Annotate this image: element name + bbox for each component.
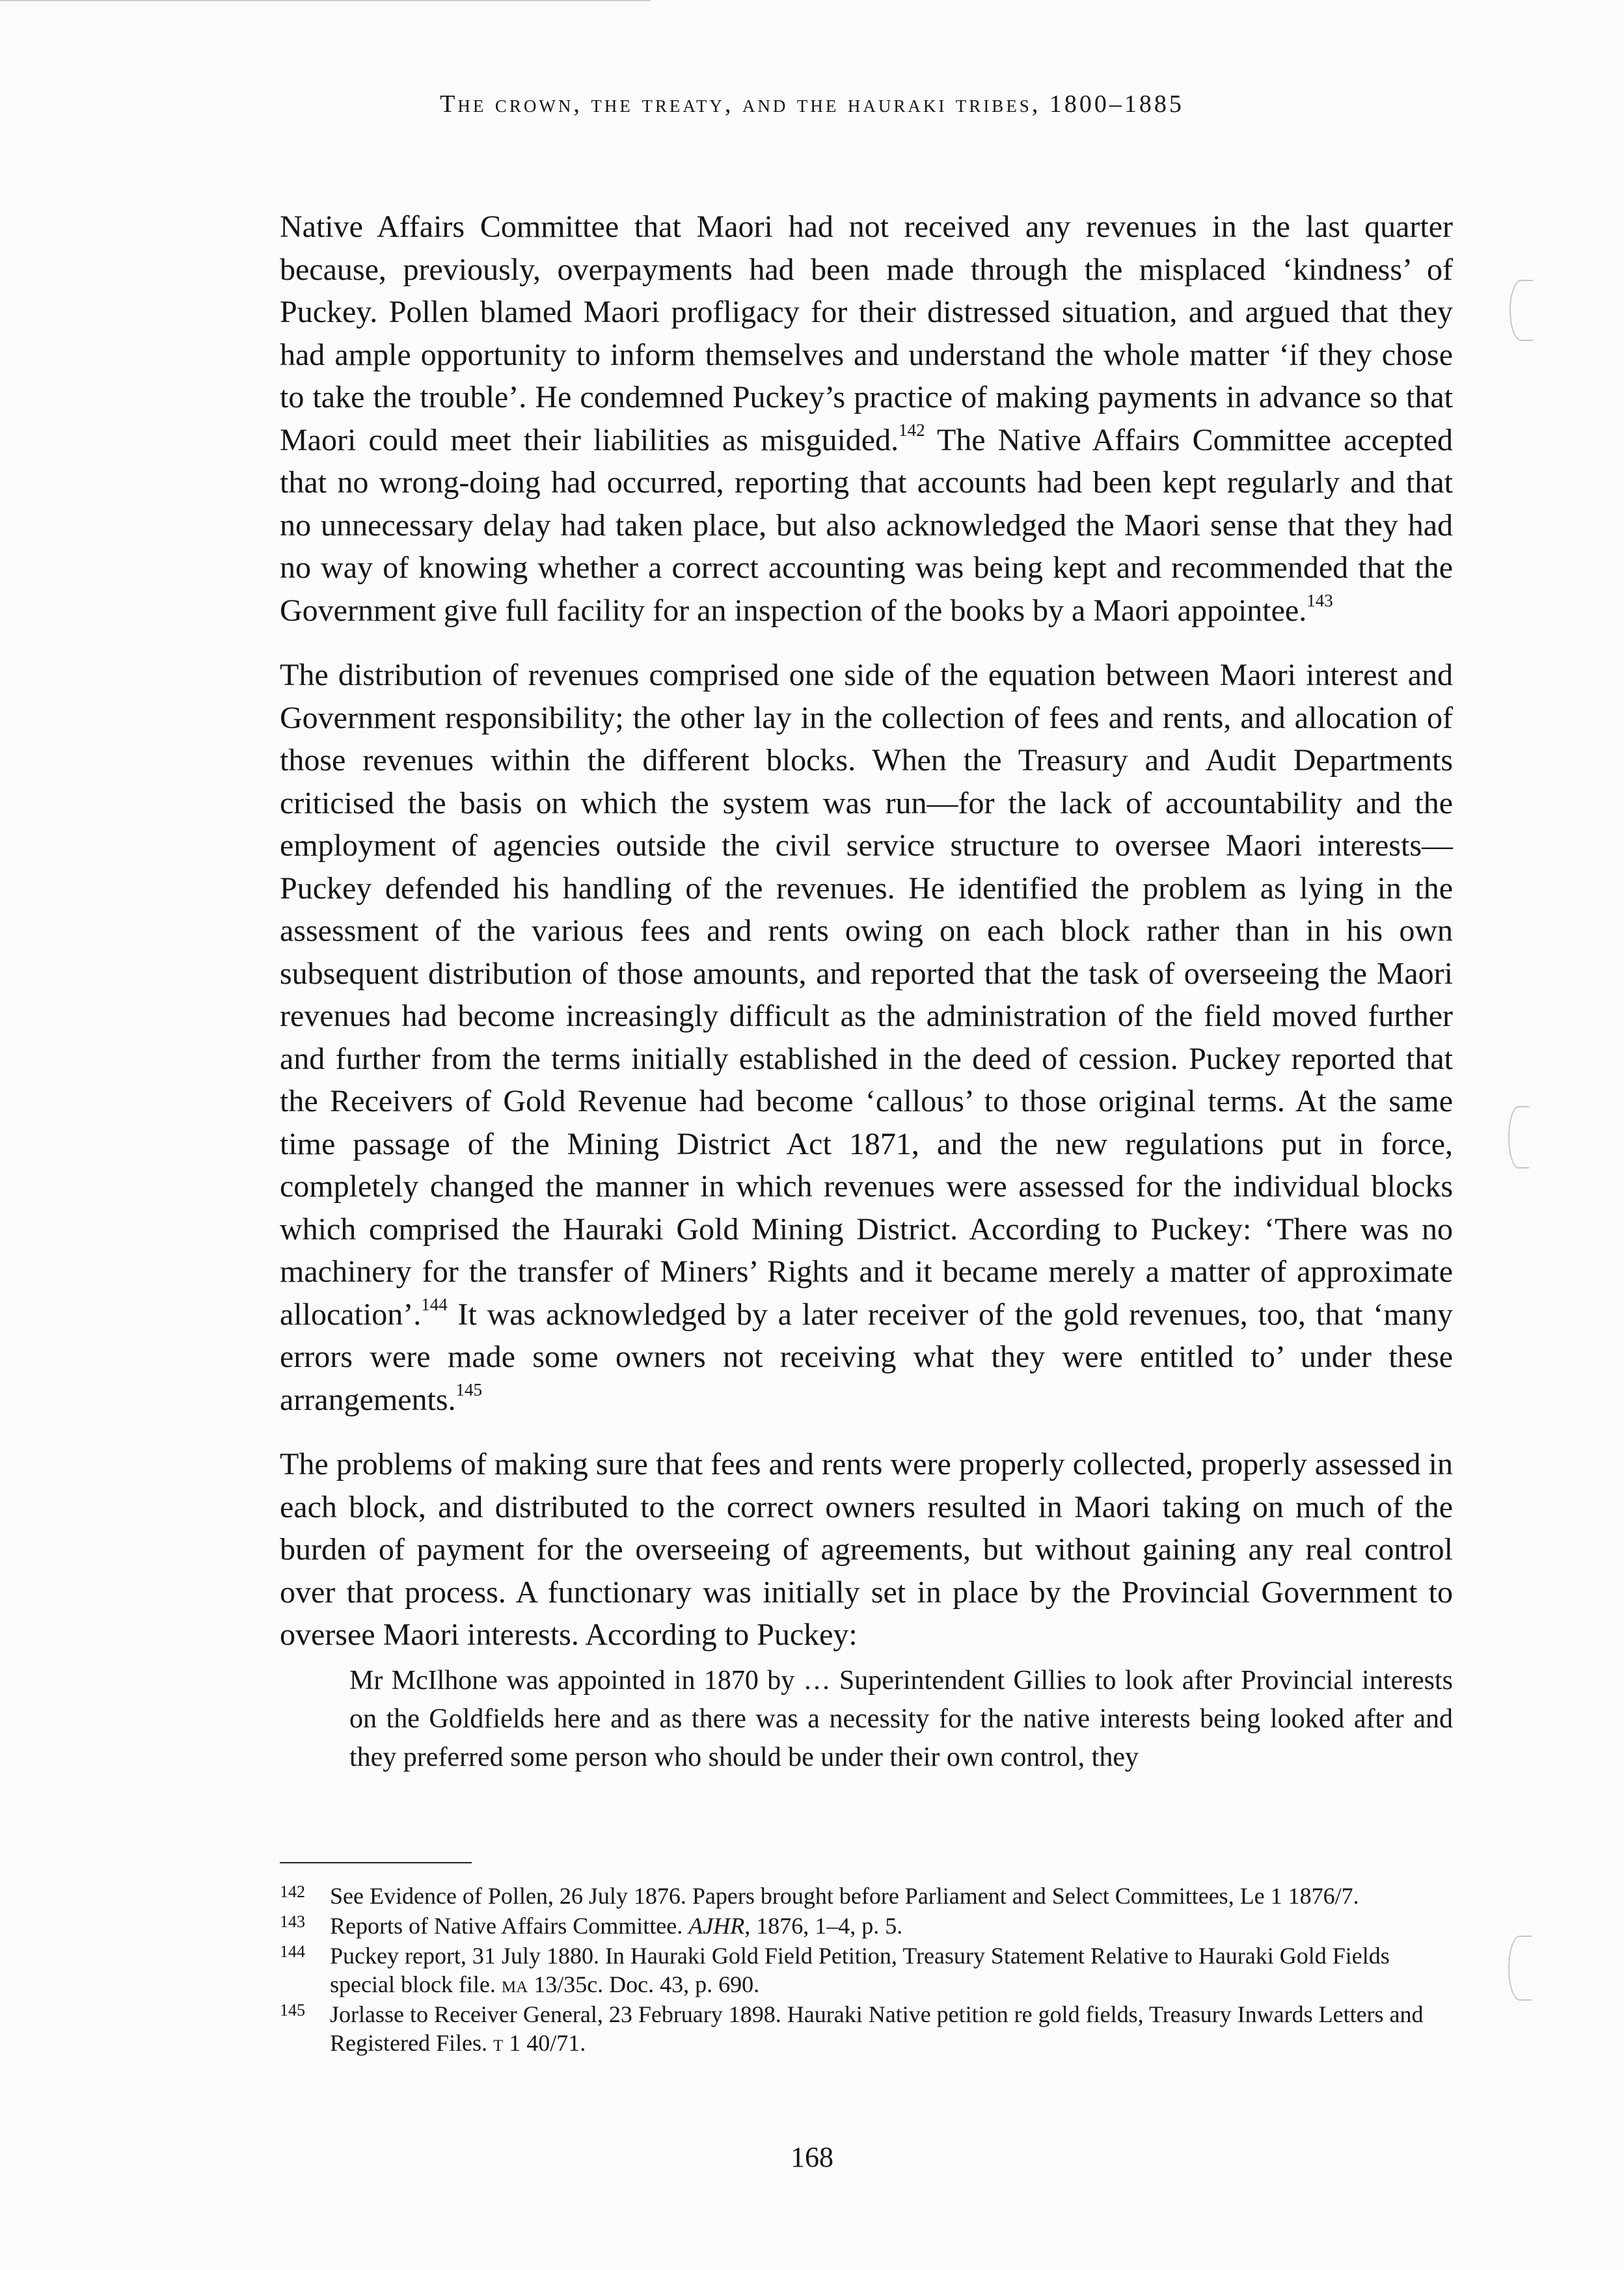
footnote-143 — [280, 1912, 1453, 1940]
footnote-145 — [280, 2000, 1453, 2057]
binding-hole-mark — [1508, 1936, 1532, 2001]
footnote-number: 143 — [280, 1912, 305, 1931]
paragraph-1-text-a: Native Affairs Committee that Maori had not received any revenues in the last quarter because, previously, overpayments had been made through the misplaced ‘kindness’ of Puckey. Pollen blamed Maori profligacy for their distressed situation, and argued that they had ample opportunity to inform themselves and understand the whole matter ‘if they chose to take the trouble’. He condemned Puckey’s practice of making payments in advance so that Maori could meet their liabilities as misguided. — [280, 209, 1453, 457]
paragraph-3: The problems of making sure that fees and rents were properly collected, properly assessed in each block, and distributed to the correct owners resulted in Maori taking on much of the burden of payment for the overseeing of agreements, but without gaining any real control over that process. A functionary was initially set in place by the Provincial Government to oversee Maori interests. According to Puckey: — [280, 1447, 1453, 1652]
binding-hole-mark — [1508, 1106, 1529, 1169]
footnote-text-part: Reports of Native Affairs Committee. — [330, 1913, 689, 1939]
footnotes — [280, 1882, 1453, 2059]
paragraph-2-text-b: It was acknowledged by a later receiver of the gold revenues, too, that ‘many errors were made some owners not receiving what they were entitled to’ under these arrangements. — [280, 1297, 1453, 1417]
footnote-archive-code: t — [493, 2030, 504, 2056]
footnote-ref-145[interactable]: 145 — [455, 1379, 483, 1399]
footnote-number: 145 — [280, 2001, 305, 2020]
footnote-text: See Evidence of Pollen, 26 July 1876. Papers brought before Parliament and Select Committees, Le 1 1876/7. — [330, 1883, 1359, 1909]
page-number: 168 — [791, 2141, 833, 2173]
main-text — [280, 206, 1453, 1777]
footnote-ref-144[interactable]: 144 — [421, 1294, 448, 1314]
footnote-text-part: 1 40/71. — [503, 2030, 586, 2056]
footnote-142 — [280, 1882, 1453, 1910]
footnote-archive-code: ma — [501, 1971, 528, 1997]
scan-edge-line — [0, 0, 651, 1]
footnote-text-part: Jorlasse to Receiver General, 23 February 1898. Hauraki Native petition re gold fields, Treasury Inwards Letters and Registered Files. — [330, 2001, 1424, 2056]
paragraph-2 — [280, 654, 1453, 1421]
running-head: The crown, the treaty, and the hauraki tribes, 1800–1885 — [440, 90, 1184, 118]
footnote-text-part: Puckey report, 31 July 1880. In Hauraki Gold Field Petition, Treasury Statement Relative to Hauraki Gold Fields special block file. — [330, 1943, 1390, 1997]
block-quote: Mr McIlhone was appointed in 1870 by … Superintendent Gillies to look after Provincial interests on the Goldfields here and as there was a necessity for the native interests being looked after and they preferred some person who should be under their own control, they — [349, 1665, 1453, 1772]
footnote-ref-143[interactable]: 143 — [1306, 590, 1333, 610]
paragraph-1 — [280, 206, 1453, 632]
binding-hole-mark — [1509, 280, 1533, 341]
footnote-number: 142 — [280, 1882, 305, 1901]
footnote-number: 144 — [280, 1942, 305, 1961]
paragraph-1-text-b: The Native Affairs Committee accepted that no wrong-doing had occurred, reporting that accounts had been kept regularly and that no unnecessary delay had taken place, but also acknowledged the Maori sense that they had no way of knowing whether a correct accounting was being kept and recommended that the Government give full facility for an inspection of the books by a Maori appointee. — [280, 422, 1453, 628]
footnote-text-part: 13/35c. Doc. 43, p. 690. — [528, 1971, 760, 1997]
footnote-text-part: , 1876, 1–4, p. 5. — [744, 1913, 903, 1939]
footnote-text — [330, 2000, 1453, 2057]
paragraph-2-text-a: The distribution of revenues comprised one side of the equation between Maori interest and Government responsibility; the other lay in the collection of fees and rents, and allocation of those revenues within the different blocks. When the Treasury and Audit Departments criticised the basis on which the system was run—for the lack of accountability and the employment of agencies outside the civil service structure to oversee Maori interests—Puckey defended his handling of the revenues. He identified the problem as lying in the assessment of the various fees and rents owing on each block rather than in his own subsequent distribution of those amounts, and reported that the task of overseeing the Maori revenues had become increasingly difficult as the administration of the field moved further and further from the terms initially established in the deed of cession. Puckey reported that the Receivers of Gold Revenue had become ‘callous’ to those original terms. At the same time passage of the Mining District Act 1871, and the new regulations put in force, completely changed the manner in which revenues were assessed for the individual blocks which comprised the Hauraki Gold Mining District. According to Puckey: ‘There was no machinery for the transfer of Miners’ Rights and it became merely a matter of approximate allocation’. — [280, 658, 1453, 1332]
footnote-144 — [280, 1941, 1453, 1999]
footnote-journal-title: AJHR — [688, 1913, 745, 1939]
footnote-ref-142[interactable]: 142 — [899, 420, 925, 440]
footnote-text — [330, 1912, 1453, 1940]
footnote-rule — [280, 1862, 472, 1863]
footnote-text — [330, 1941, 1453, 1999]
